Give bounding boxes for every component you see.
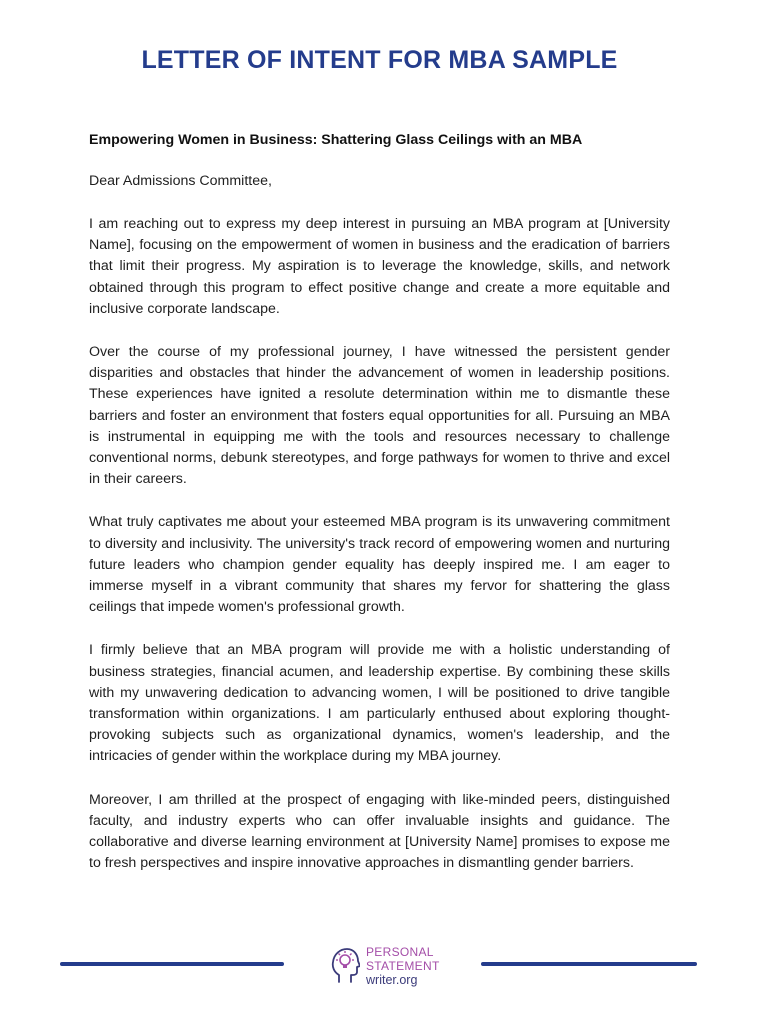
page-title: LETTER OF INTENT FOR MBA SAMPLE <box>141 46 618 74</box>
logo-line-personal: PERSONAL <box>366 945 434 959</box>
paragraph-5: Moreover, I am thrilled at the prospect of engaging with like-minded peers, distinguished faculty, and industry experts who can offer invaluable insights and guidance. The collaborative and diverse learning environment at [University Name] promises to expose me to fresh perspectives and inspire innovative approaches in dismantling gender barriers. <box>89 791 670 872</box>
paragraph-1: I am reaching out to express my deep interest in pursuing an MBA program at [University Name], focusing on the empowerment of women in business and the eradication of barriers that limit their progress. My aspiration is to leverage the knowledge, skills, and network obtained through this program to effect positive change and create a more equitable and inclusive corporate landscape. <box>89 216 670 317</box>
logo-line-domain: writer.org <box>366 973 418 987</box>
brand-logo <box>330 942 450 996</box>
footer-rule-left <box>60 962 284 966</box>
footer <box>0 940 759 1000</box>
salutation: Dear Admissions Committee, <box>89 173 272 189</box>
footer-rule-right <box>481 962 697 966</box>
letter-body <box>89 130 670 896</box>
logo-line-statement: STATEMENT <box>366 959 440 973</box>
paragraph-4: I firmly believe that an MBA program will provide me with a holistic understanding of business strategies, financial acumen, and leadership expertise. By combining these skills with my unwavering dedication to advancing women, I will be positioned to drive tangible transformation within organizations. I am particularly enthused about exploring thought-provoking subjects such as organizational dynamics, women's leadership, and the intricacies of gender within the workplace during my MBA journey. <box>89 642 670 765</box>
paragraph-2: Over the course of my professional journey, I have witnessed the persistent gender disparities and obstacles that hinder the advancement of women in leadership positions. These experiences have ignited a resolute determination within me to dismantle these barriers and foster an environment that fosters equal opportunities for all. Pursuing an MBA is instrumental in equipping me with the tools and resources necessary to challenge conventional norms, debunk stereotypes, and forge pathways for women to thrive and excel in their careers. <box>89 344 670 488</box>
logo-wordmark <box>366 945 440 987</box>
head-lightbulb-icon <box>330 946 360 986</box>
paragraph-3: What truly captivates me about your esteemed MBA program is its unwavering commitment to diversity and inclusivity. The university's track record of empowering women and nurturing future leaders who champion gender equality has deeply inspired me. I am eager to immerse myself in a vibrant community that shares my fervor for shattering the glass ceilings that impede women's professional growth. <box>89 514 670 616</box>
letter-subtitle: Empowering Women in Business: Shattering Glass Ceilings with an MBA <box>89 132 583 148</box>
